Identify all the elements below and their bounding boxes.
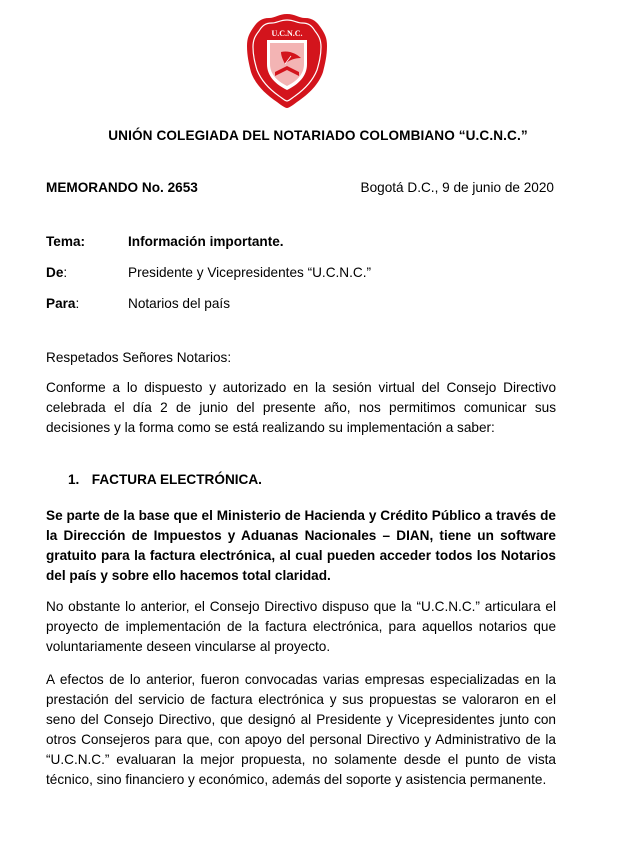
bold-paragraph: Se parte de la base que el Ministerio de Hacienda y Crédito Público a través de la Dirección de Impuestos y Aduanas Nacionales – DIAN, tiene un software gratuito para la factura electrónica, al cual pueden acceder todos los Notarios del país y sobre ello hacemos total claridad.: [46, 508, 556, 583]
greeting: Respetados Señores Notarios:: [46, 350, 232, 365]
paragraph-1: No obstante lo anterior, el Consejo Directivo dispuso que la “U.C.N.C.” articulara el proyecto de implementación de la factura electrónica, para aquellos notarios que voluntariamente deseen vincularse al proyecto.: [46, 599, 556, 654]
section-title-text: FACTURA ELECTRÓNICA.: [91, 472, 262, 487]
field-para: [46, 296, 554, 314]
field-para-label: Para:: [46, 296, 80, 311]
memo-header-row: [46, 180, 554, 198]
field-tema-label: Tema:: [46, 234, 86, 249]
field-de-label: De:: [46, 265, 68, 280]
field-de-value: Presidente y Vicepresidentes “U.C.N.C.”: [128, 265, 372, 280]
section-number: 1.: [68, 472, 80, 487]
field-de: [46, 265, 554, 283]
field-tema: [46, 234, 554, 252]
field-tema-value: Información importante.: [128, 234, 284, 249]
intro-paragraph: Conforme a lo dispuesto y autorizado en la sesión virtual del Consejo Directivo celebrada el día 2 de junio del presente año, nos permitimos comunicar sus decisiones y la forma como se está realizando su implementación a saber:: [46, 380, 556, 435]
memo-number: MEMORANDO No. 2653: [46, 180, 198, 195]
section-title: [68, 472, 262, 487]
field-para-value: Notarios del país: [128, 296, 231, 311]
organization-heading: UNIÓN COLEGIADA DEL NOTARIADO COLOMBIANO “U.C.N.C.”: [108, 128, 528, 143]
seal-letters: U.C.N.C.: [271, 29, 303, 38]
paragraph-2: A efectos de lo anterior, fueron convocadas varias empresas especializadas en la prestación del servicio de factura electrónica y sus propuestas se valoraron en el seno del Consejo Directivo, que designó al Presidente y Vicepresidentes junto con otros Consejeros para que, con apoyo del personal Directivo y Administrativo de la “U.C.N.C.” evaluaran la mejor propuesta, no solamente desde el punto de vista técnico, sino financiero y económico, además del soporte y asistencia permanente.: [46, 672, 556, 787]
ucnc-seal-logo: [245, 12, 329, 110]
memo-date: Bogotá D.C., 9 de junio de 2020: [360, 180, 554, 195]
